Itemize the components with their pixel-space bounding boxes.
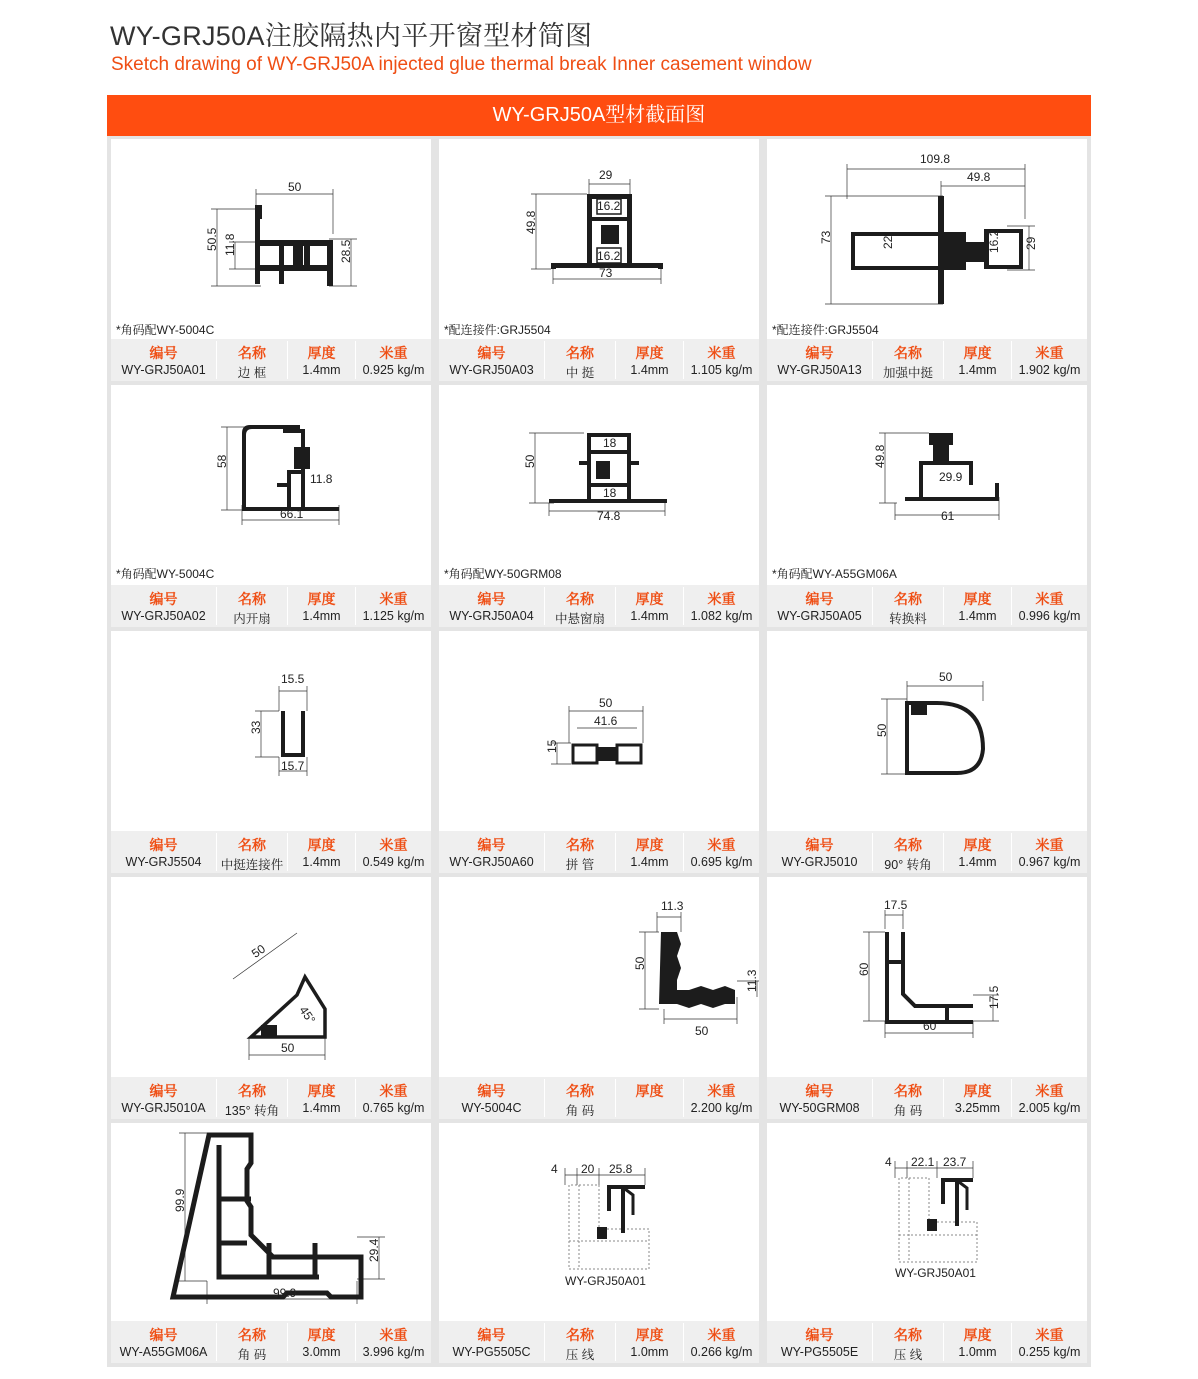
- profile-drawing: [111, 385, 431, 585]
- header-thickness: 厚度: [963, 1083, 992, 1099]
- dim-label: 41.6: [594, 714, 618, 728]
- profile-weight: 0.925 kg/m: [362, 363, 425, 377]
- dim-label: 25.8: [609, 1162, 633, 1176]
- dim-label: 99.9: [273, 1286, 297, 1300]
- profile-code: WY-GRJ50A05: [777, 609, 862, 623]
- profile-name: 角 码: [565, 1104, 595, 1118]
- dim-label: 50: [633, 956, 647, 970]
- spec-table: [767, 339, 1087, 381]
- dim-label: 50: [939, 670, 953, 684]
- profile-thickness: 1.4mm: [630, 609, 669, 623]
- profile-drawing: [439, 631, 759, 831]
- spec-table: [111, 339, 431, 381]
- header-weight: 米重: [1035, 1083, 1064, 1099]
- header-name: 名称: [566, 1083, 594, 1099]
- header-thickness: 厚度: [307, 837, 336, 853]
- profile-weight: 0.695 kg/m: [690, 855, 753, 869]
- header-name: 名称: [238, 345, 266, 361]
- profile-card: [439, 631, 759, 873]
- profile-thickness: 1.4mm: [958, 855, 997, 869]
- dim-label: 11.8: [223, 233, 237, 256]
- header-weight: 米重: [707, 591, 736, 607]
- header-code: 编号: [477, 1327, 506, 1343]
- dim-label: 49.8: [873, 444, 887, 468]
- header-weight: 米重: [379, 1083, 408, 1099]
- profile-thickness: 1.4mm: [302, 363, 341, 377]
- profile-weight: 1.082 kg/m: [690, 609, 753, 623]
- dim-label: 15.7: [281, 759, 305, 773]
- header-thickness: 厚度: [963, 591, 992, 607]
- header-thickness: 厚度: [635, 837, 664, 853]
- dim-label: WY-GRJ50A01: [895, 1266, 976, 1280]
- header-name: 名称: [566, 1327, 594, 1343]
- dim-label: 11.3: [661, 899, 684, 913]
- profile-weight: 1.105 kg/m: [690, 363, 753, 377]
- header-code: 编号: [477, 837, 506, 853]
- header-code: 编号: [477, 591, 506, 607]
- dim-label: 50: [288, 180, 302, 194]
- spec-table: [439, 1321, 759, 1363]
- profile-drawing: [767, 877, 1087, 1077]
- dim-label: 50: [248, 941, 268, 961]
- profile-card: [767, 139, 1087, 381]
- profile-card: [111, 877, 431, 1119]
- profile-weight: 1.125 kg/m: [362, 609, 425, 623]
- profile-note: *角码配WY-5004C: [116, 567, 215, 581]
- header-weight: 米重: [379, 591, 408, 607]
- header-code: 编号: [805, 837, 834, 853]
- profile-weight: 0.255 kg/m: [1018, 1345, 1081, 1359]
- dim-label: 73: [819, 230, 833, 244]
- profile-drawing: [767, 385, 1087, 585]
- profile-drawing: [111, 631, 431, 831]
- dim-label: 17.5: [884, 898, 908, 912]
- profile-card: [111, 1123, 431, 1363]
- header-thickness: 厚度: [635, 345, 664, 361]
- profile-code: WY-50GRM08: [779, 1101, 860, 1115]
- dim-label: 60: [857, 962, 871, 976]
- header-name: 名称: [238, 1083, 266, 1099]
- profile-weight: 2.200 kg/m: [690, 1101, 753, 1115]
- header-weight: 米重: [1035, 1327, 1064, 1343]
- dim-label: 109.8: [920, 152, 951, 166]
- profile-thickness: 1.0mm: [630, 1345, 669, 1359]
- dim-label: 29.9: [939, 470, 963, 484]
- profile-drawing: [439, 139, 759, 339]
- header-name: 名称: [566, 837, 594, 853]
- header-name: 名称: [238, 591, 266, 607]
- profile-name: 转换料: [889, 612, 927, 626]
- profile-card: [767, 1123, 1087, 1363]
- profile-note: *角码配WY-5004C: [116, 323, 215, 337]
- profile-weight: 0.765 kg/m: [362, 1101, 425, 1115]
- header-code: 编号: [149, 591, 178, 607]
- header-weight: 米重: [379, 345, 408, 361]
- profile-weight: 0.549 kg/m: [362, 855, 425, 869]
- profile-name: 压 线: [893, 1348, 923, 1362]
- profile-code: WY-GRJ50A03: [449, 363, 534, 377]
- dim-label: 50: [695, 1024, 709, 1038]
- profile-code: WY-PG5505C: [452, 1345, 531, 1359]
- profile-name: 135° 转角: [224, 1104, 280, 1118]
- profile-thickness: 1.4mm: [630, 363, 669, 377]
- header-name: 名称: [894, 837, 922, 853]
- dim-label: 29: [1024, 236, 1038, 250]
- dim-label: WY-GRJ50A01: [565, 1274, 646, 1288]
- profile-drawing: [439, 1123, 759, 1321]
- profile-code: WY-GRJ50A13: [777, 363, 862, 377]
- header-thickness: 厚度: [307, 1083, 336, 1099]
- header-weight: 米重: [1035, 591, 1064, 607]
- dim-label: 23.7: [943, 1155, 967, 1169]
- spec-table: [439, 339, 759, 381]
- header-name: 名称: [894, 345, 922, 361]
- profile-drawing: [439, 877, 759, 1077]
- profile-grid: [107, 136, 1091, 1367]
- profile-drawing: [767, 1123, 1087, 1321]
- header-code: 编号: [805, 1083, 834, 1099]
- dim-label: 50: [875, 723, 889, 737]
- dim-label: 4: [885, 1155, 892, 1169]
- profile-drawing: [111, 877, 431, 1077]
- dim-label: 15.5: [281, 672, 305, 686]
- header-thickness: 厚度: [963, 837, 992, 853]
- profile-drawing: [767, 139, 1087, 339]
- header-code: 编号: [477, 345, 506, 361]
- spec-table: [439, 1077, 759, 1119]
- dim-label: 22: [881, 235, 895, 249]
- profile-card: [767, 631, 1087, 873]
- profile-code: WY-GRJ50A02: [121, 609, 206, 623]
- spec-table: [767, 831, 1087, 873]
- header-name: 名称: [566, 591, 594, 607]
- profile-thickness: 1.4mm: [302, 855, 341, 869]
- header-code: 编号: [149, 1083, 178, 1099]
- header-weight: 米重: [379, 1327, 408, 1343]
- profile-thickness: 3.25mm: [954, 1101, 1001, 1115]
- profile-name: 压 线: [565, 1348, 595, 1362]
- profile-name: 内开扇: [233, 612, 271, 626]
- dim-label: 16.2: [597, 249, 621, 263]
- profile-name: 拼 管: [565, 858, 595, 872]
- section-banner: WY-GRJ50A型材截面图: [107, 95, 1091, 136]
- header-thickness: 厚度: [635, 591, 664, 607]
- spec-table: [767, 1321, 1087, 1363]
- profile-weight: 3.996 kg/m: [362, 1345, 425, 1359]
- spec-table: [111, 831, 431, 873]
- profile-name: 角 码: [893, 1104, 923, 1118]
- profile-note: *配连接件:GRJ5504: [772, 323, 879, 337]
- header-weight: 米重: [707, 1327, 736, 1343]
- header-weight: 米重: [707, 345, 736, 361]
- dim-label: 29: [599, 168, 613, 182]
- header-thickness: 厚度: [963, 345, 992, 361]
- header-code: 编号: [805, 345, 834, 361]
- dim-label: 22.1: [911, 1155, 935, 1169]
- dim-label: 60: [923, 1019, 937, 1033]
- page-title: WY-GRJ50A注胶隔热内平开窗型材简图: [110, 21, 593, 51]
- dim-label: 58: [215, 454, 229, 468]
- header-name: 名称: [894, 591, 922, 607]
- profile-note: *配连接件:GRJ5504: [444, 323, 551, 337]
- profile-card: [439, 139, 759, 381]
- header-weight: 米重: [707, 837, 736, 853]
- profile-code: WY-GRJ5010: [781, 855, 858, 869]
- header-code: 编号: [805, 591, 834, 607]
- spec-table: [111, 585, 431, 627]
- header-code: 编号: [149, 837, 178, 853]
- profile-weight: 1.902 kg/m: [1018, 363, 1081, 377]
- profile-card: [111, 631, 431, 873]
- profile-drawing: [111, 1123, 431, 1321]
- profile-code: WY-GRJ50A60: [449, 855, 534, 869]
- dim-label: 4: [551, 1162, 558, 1176]
- profile-weight: 0.266 kg/m: [690, 1345, 753, 1359]
- header-thickness: 厚度: [307, 591, 336, 607]
- dim-label: 29.4: [367, 1238, 381, 1262]
- header-name: 名称: [894, 1083, 922, 1099]
- header-weight: 米重: [1035, 837, 1064, 853]
- dim-label: 50.5: [205, 227, 219, 251]
- profile-card: [111, 139, 431, 381]
- header-weight: 米重: [379, 837, 408, 853]
- dim-label: 16.2: [987, 229, 1001, 253]
- profile-drawing: [767, 631, 1087, 831]
- header-code: 编号: [805, 1327, 834, 1343]
- dim-label: 66.1: [280, 507, 304, 521]
- profile-name: 中悬窗扇: [554, 612, 605, 626]
- profile-note: *角码配WY-A55GM06A: [772, 567, 897, 581]
- profile-code: WY-A55GM06A: [119, 1345, 208, 1359]
- header-code: 编号: [149, 1327, 178, 1343]
- profile-thickness: 1.4mm: [302, 1101, 341, 1115]
- profile-thickness: 1.4mm: [958, 363, 997, 377]
- profile-name: 90° 转角: [884, 858, 932, 872]
- profile-thickness: 1.4mm: [302, 609, 341, 623]
- spec-table: [767, 1077, 1087, 1119]
- spec-table: [439, 831, 759, 873]
- profile-name: 中 挺: [565, 366, 595, 380]
- profile-card: [767, 877, 1087, 1119]
- profile-name: 加强中挺: [882, 366, 933, 380]
- header-name: 名称: [238, 837, 266, 853]
- dim-label: 17.5: [987, 985, 1001, 1009]
- dim-label: 15: [545, 739, 559, 753]
- profile-thickness: 1.4mm: [958, 609, 997, 623]
- profile-card: [439, 877, 759, 1119]
- header-name: 名称: [894, 1327, 922, 1343]
- dim-label: 74.8: [597, 509, 621, 523]
- dim-label: 49.8: [967, 170, 991, 184]
- header-thickness: 厚度: [307, 345, 336, 361]
- profile-code: WY-GRJ50A04: [449, 609, 534, 623]
- profile-thickness: 1.0mm: [958, 1345, 997, 1359]
- spec-table: [767, 585, 1087, 627]
- profile-name: 中挺连接件: [220, 858, 284, 872]
- profile-card: [439, 1123, 759, 1363]
- dim-label: 33: [249, 720, 263, 734]
- profile-drawing: [439, 385, 759, 585]
- dim-label: 61: [941, 509, 955, 523]
- profile-name: 边 框: [237, 366, 267, 380]
- dim-label: 20: [581, 1162, 595, 1176]
- profile-name: 角 码: [237, 1348, 267, 1362]
- profile-code: WY-GRJ5010A: [121, 1101, 206, 1115]
- profile-code: WY-PG5505E: [780, 1345, 859, 1359]
- profile-thickness: 1.4mm: [630, 855, 669, 869]
- profile-weight: 0.996 kg/m: [1018, 609, 1081, 623]
- dim-label: 45°: [296, 1003, 319, 1027]
- profile-weight: 0.967 kg/m: [1018, 855, 1081, 869]
- header-code: 编号: [477, 1083, 506, 1099]
- profile-drawing: [111, 139, 431, 339]
- page-subtitle: Sketch drawing of WY-GRJ50A injected glue thermal break Inner casement window: [111, 54, 812, 75]
- profile-note: *角码配WY-50GRM08: [444, 567, 562, 581]
- dim-label: 18: [603, 436, 617, 450]
- dim-label: 99.9: [173, 1188, 187, 1212]
- profile-weight: 2.005 kg/m: [1018, 1101, 1081, 1115]
- header-thickness: 厚度: [635, 1327, 664, 1343]
- dim-label: 50: [599, 696, 613, 710]
- header-thickness: 厚度: [635, 1083, 664, 1099]
- dim-label: 16.2: [597, 199, 621, 213]
- profile-card: [439, 385, 759, 627]
- dim-label: 73: [599, 266, 613, 280]
- spec-table: [111, 1321, 431, 1363]
- header-code: 编号: [149, 345, 178, 361]
- dim-label: 50: [523, 454, 537, 468]
- dim-label: 50: [281, 1041, 295, 1055]
- dim-label: 28.5: [339, 239, 353, 263]
- header-weight: 米重: [707, 1083, 736, 1099]
- spec-table: [111, 1077, 431, 1119]
- header-thickness: 厚度: [307, 1327, 336, 1343]
- dim-label: 11.8: [310, 472, 333, 486]
- header-name: 名称: [238, 1327, 266, 1343]
- profile-thickness: 3.0mm: [302, 1345, 341, 1359]
- header-thickness: 厚度: [963, 1327, 992, 1343]
- header-name: 名称: [566, 345, 594, 361]
- header-weight: 米重: [1035, 345, 1064, 361]
- profile-code: WY-GRJ50A01: [121, 363, 206, 377]
- dim-label: 49.8: [524, 210, 538, 234]
- spec-table: [439, 585, 759, 627]
- profile-code: WY-GRJ5504: [125, 855, 202, 869]
- dim-label: 18: [603, 486, 617, 500]
- profile-code: WY-5004C: [461, 1101, 522, 1115]
- profile-card: [767, 385, 1087, 627]
- dim-label: 11.3: [745, 969, 759, 992]
- profile-card: [111, 385, 431, 627]
